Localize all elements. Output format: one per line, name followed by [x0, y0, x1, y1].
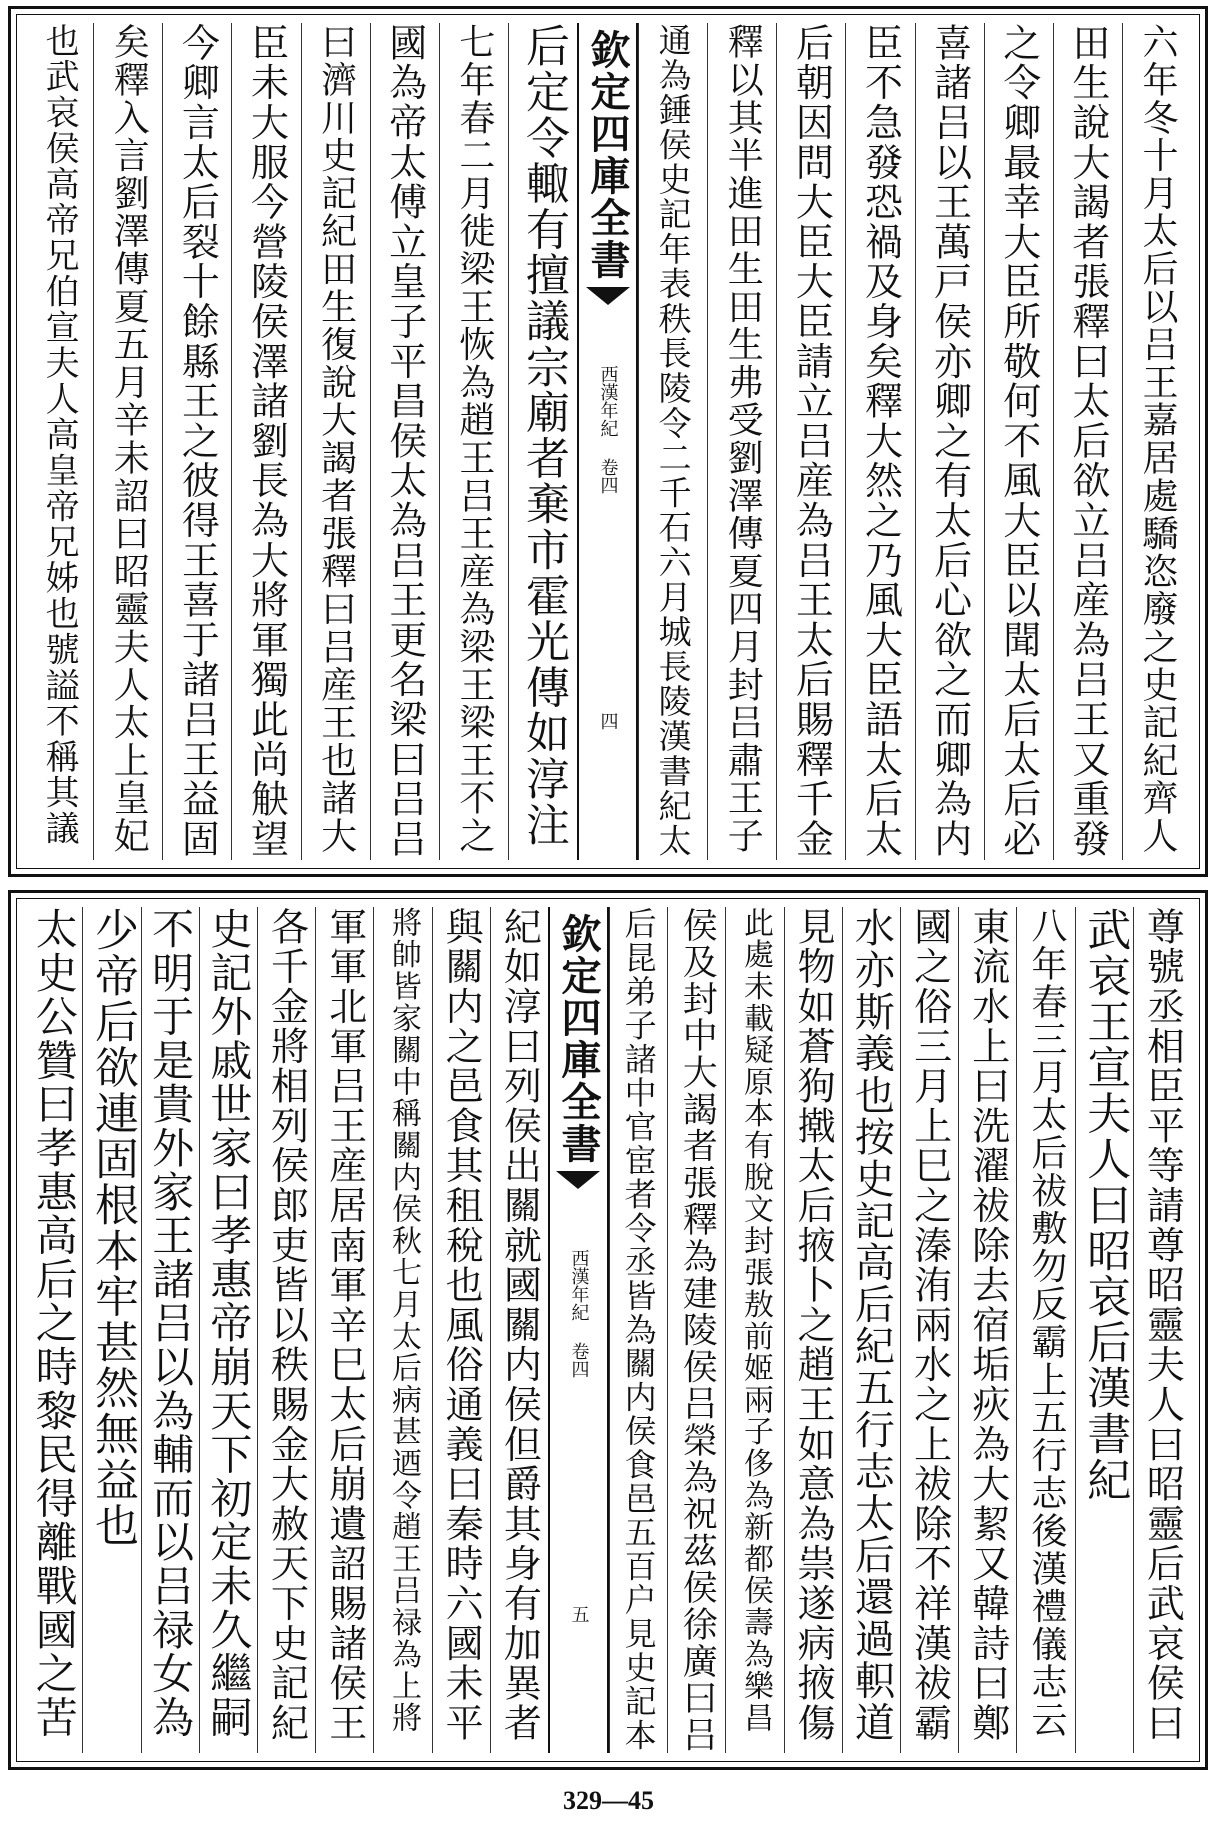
text-column: 水亦斯義也按史記高后紀五行志太后還過軹道	[842, 907, 900, 1753]
text-column: 與關内之邑食其租稅也風俗通義曰秦時六國未平	[432, 907, 490, 1753]
text-column: 臣未大服今營陵侯澤諸劉長為大將軍獨此尚觖望	[231, 23, 300, 860]
text-column: 七年春二月徙梁王恢為趙王吕王産為梁王梁王不之	[439, 23, 508, 860]
banner-title: 欽定四庫全書	[554, 913, 602, 1165]
text-column: 見物如蒼狗撠太后掖卜之趙王如意為祟遂病掖傷	[784, 907, 842, 1753]
text-column: 尊號丞相臣平等請尊昭靈夫人曰昭靈后武哀侯曰	[1133, 907, 1191, 1753]
text-column: 矣釋入言劉澤傳夏五月辛未詔曰昭靈夫人太上皇妃	[93, 23, 162, 860]
folio-number: 329—45	[563, 1786, 654, 1815]
text-column: 釋以其半進田生田生弗受劉澤傳夏四月封吕肅王子	[707, 23, 776, 860]
text-column: 史記外戚世家曰孝惠帝崩天下初定未久繼嗣	[199, 907, 257, 1753]
text-column: 今卿言太后裂十餘縣王之彼得王喜于諸吕王益固	[162, 23, 231, 860]
text-column: 后定令輙有擅議宗廟者棄市霍光傳如淳注	[508, 23, 577, 860]
text-column: 不明于是貴外家王諸吕以為輔而以吕禄女為	[141, 907, 199, 1753]
lower-page	[8, 890, 1208, 1770]
center-banner	[577, 23, 638, 860]
text-column: 侯及封中大謁者張釋為建陵侯吕榮為祝茲侯徐廣曰吕	[667, 907, 725, 1753]
text-column: 軍軍北軍吕王産居南軍辛巳太后崩遺詔賜諸侯王	[315, 907, 373, 1753]
banner-page-number: 五	[568, 1605, 590, 1623]
text-column: 此處未載疑原本有脫文封張敖前姬兩子侈為新都侯壽為樂昌	[725, 907, 783, 1753]
upper-page	[8, 6, 1208, 877]
text-column: 武哀王宣夫人曰昭哀后漢書紀	[1075, 907, 1133, 1753]
text-column: 后昆弟子諸中官宦者令丞皆為關内侯食邑五百户見史記本	[609, 907, 667, 1753]
lower-columns	[25, 907, 1191, 1753]
text-column: 各千金將相列侯郎吏皆以秩賜金大赦天下史記紀	[257, 907, 315, 1753]
text-column: 八年春三月太后祓敷勿反霸上五行志後漢禮儀志云	[1016, 907, 1074, 1753]
upper-columns	[25, 23, 1191, 860]
banner-subtitle: 西漢年紀 卷四	[597, 365, 619, 494]
text-column: 紀如淳曰列侯出關就國關内侯但爵其身有加異者	[490, 907, 548, 1753]
center-banner	[548, 907, 609, 1753]
banner-subtitle: 西漢年紀 卷四	[568, 1249, 590, 1378]
fishtail-mark-icon	[586, 287, 630, 305]
banner-title: 欽定四庫全書	[584, 29, 631, 281]
banner-page-number: 四	[597, 712, 619, 730]
text-column: 田生說大謁者張釋曰太后欲立吕産為吕王又重發	[1053, 23, 1122, 860]
text-column: 太史公贊曰孝惠高后之時黎民得離戰國之苦	[29, 907, 79, 1740]
text-column: 也武哀侯高帝兄伯宣夫人高皇帝兄姊也號謚不稱其議	[39, 23, 80, 847]
text-column: 喜諸吕以王萬戸侯亦卿之有太后心欲之而卿為内	[915, 23, 984, 860]
text-column: 東流水上曰洗濯祓除去宿垢疢為大絜又韓詩曰鄭	[958, 907, 1016, 1753]
text-column: 將帥皆家關中稱關内侯秋七月太后病甚迺令趙王吕禄為上將	[373, 907, 431, 1753]
text-column: 曰濟川史記紀田生復說大謁者張釋曰吕産王也諸大	[301, 23, 370, 860]
text-column: 國之俗三月上巳之溱洧兩水之上祓除不祥漢祓霸	[900, 907, 958, 1753]
text-column: 通為錘侯史記年表秩長陵令二千石六月城長陵漢書紀太	[638, 23, 707, 860]
text-column: 六年冬十月太后以吕王嘉居處驕恣廢之史記紀齊人	[1122, 23, 1191, 860]
text-column: 臣不急發恐禍及身矣釋大然之乃風大臣語太后太	[845, 23, 914, 860]
text-column: 之令卿最幸大臣所敬何不風大臣以聞太后太后必	[984, 23, 1053, 860]
text-column: 少帝后欲連固根本牢甚然無益也	[82, 907, 140, 1753]
fishtail-mark-icon	[556, 1171, 600, 1189]
text-column: 國為帝太傅立皇子平昌侯太為吕王更名梁曰吕吕	[370, 23, 439, 860]
text-column: 后朝因問大臣大臣請立吕産為吕王太后賜釋千金	[776, 23, 845, 860]
